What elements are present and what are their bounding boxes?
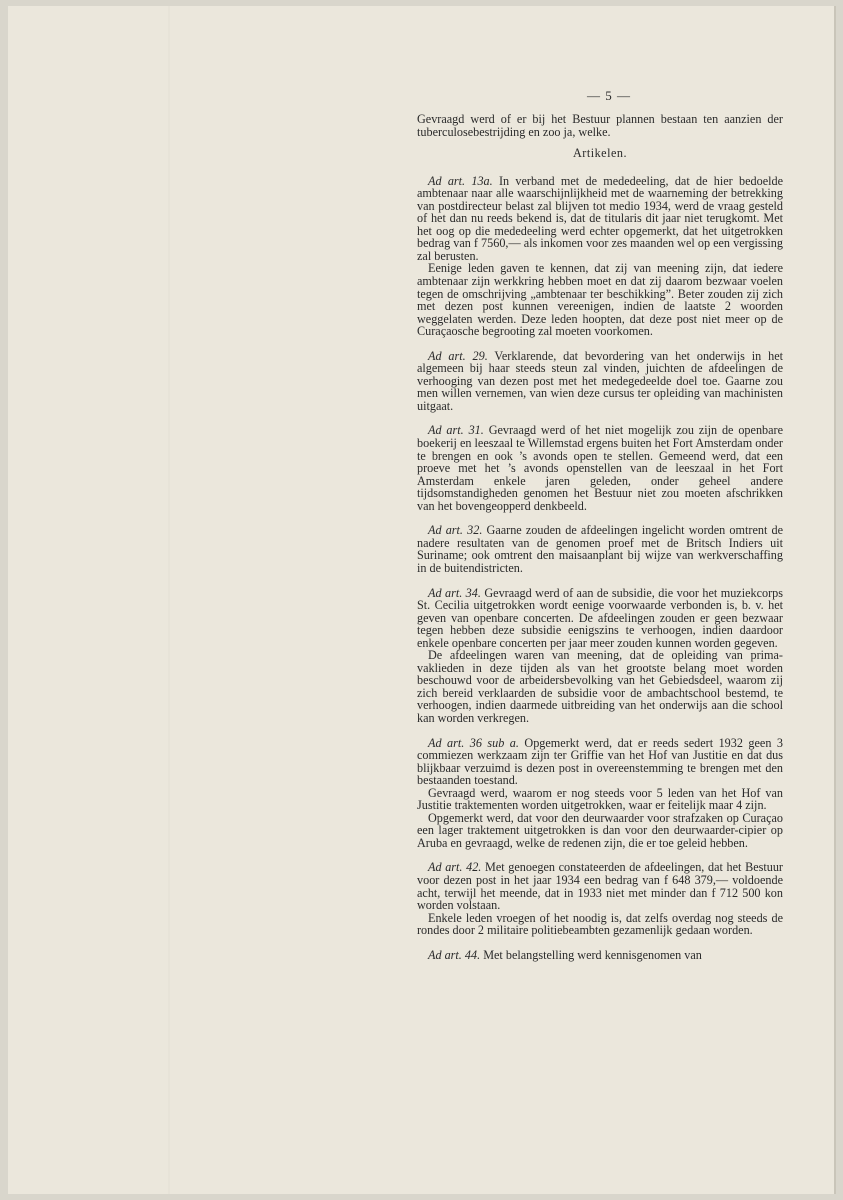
article-text: Opgemerkt werd, dat er reeds sedert 1932 geen 3 commiezen werkzaam zijn ter Griffie van het Hof van Justitie en dat dus blijkbaar verzuimd is dezen post in overeenstemming te brengen met den bestaanden toestand. <box>417 735 783 788</box>
article-34-paragraph-2: De afdeelingen waren van meening, dat de opleiding van prima-vaklieden in deze tijden als van het grootste belang moet worden beschouwd voor de arbeidersbevolking van het Gebiedsdeel, waarom zij zich bereid verklaarden de subsidie voor de ambachtschool bestemd, te verhoogen, indien daarmede uitbreiding van het onderwijs aan die school kan worden verkregen. <box>417 648 783 725</box>
article-34-paragraph-1 <box>417 587 783 650</box>
article-text: Gevraagd werd of aan de subsidie, die voor het muziekcorps St. Cecilia uitgetrokken wordt eenige voorwaarde verbonden is, b. v. het geven van openbare concerten. De afdeelingen zouden er geen bezwaar tegen hebben deze subsidie eenigszins te verhoogen, indien daardoor enkele openbare concerten per jaar meer zouden kunnen worden gegeven. <box>417 585 783 650</box>
article-reference: Ad art. 34. <box>428 585 481 600</box>
article-text: Met belangstelling werd kennisgenomen van <box>480 947 702 962</box>
article-36a-paragraph-1 <box>417 737 783 787</box>
article-text: Verklarende, dat bevordering van het onderwijs in het algemeen bij haar steeds steun zal vinden, juichten de afdeelingen de verhooging van dezen post met het medegedeelde doel toe. Gaarne zou men willen vernemen, van wien deze cursus ter opleiding van machinisten uitgaat. <box>417 348 783 413</box>
article-44-paragraph <box>417 949 783 962</box>
article-reference: Ad art. 36 sub a. <box>428 735 519 750</box>
article-36a-paragraph-2: Gevraagd werd, waarom er nog steeds voor 5 leden van het Hof van Justitie traktementen worden uitgetrokken, waar er feitelijk maar 4 zijn. <box>417 785 783 813</box>
section-heading: Artikelen. <box>572 146 628 161</box>
article-42-paragraph-2: Enkele leden vroegen of het noodig is, dat zelfs overdag nog steeds de rondes door 2 militaire politiebeambten gezamenlijk gedaan worden. <box>417 910 783 938</box>
article-reference: Ad art. 29. <box>428 348 488 363</box>
article-32-paragraph <box>417 524 783 574</box>
article-reference: Ad art. 44. <box>428 947 481 962</box>
page-number: — 5 — <box>587 88 631 103</box>
article-36a-paragraph-3: Opgemerkt werd, dat voor den deurwaarder voor strafzaken op Curaçao een lager traktement uitgetrokken is dan voor den deurwaarder-cipier op Aruba en gevraagd, welke de redenen zijn, die er toe geleid hebben. <box>417 810 783 850</box>
article-42-paragraph-1 <box>417 861 783 911</box>
text-column <box>417 113 783 961</box>
article-13a-paragraph-1 <box>417 175 783 263</box>
article-13a-paragraph-2: Eenige leden gaven te kennen, dat zij van meening zijn, dat iedere ambtenaar zijn werkkring hebben moet en dat zij daarom bezwaar voelen tegen de omschrijving „ambtenaar ter beschikking”. Beter zouden zij zich met dezen post kunnen vereenigen, indien de laatste 2 woorden weggelaten werden. Deze leden hoopten, dat deze post niet meer op de Curaçaosche begrooting zal moeten voorkomen. <box>417 261 783 339</box>
article-29-paragraph <box>417 350 783 413</box>
article-reference: Ad art. 42. <box>428 860 482 875</box>
paper-fold <box>168 6 170 1194</box>
article-text: Met genoegen constateerden de afdeelingen, dat het Bestuur voor dezen post in het jaar 1934 een bedrag van f 648 379,— voldoende acht, terwijl het meende, dat in 1933 niet met minder dan f 712 500 kon worden volstaan. <box>417 860 783 913</box>
article-reference: Ad art. 13a. <box>428 173 493 188</box>
article-text: Gaarne zouden de afdeelingen ingelicht worden omtrent de nadere resultaten van de genomen proef met de Britsch Indiers uit Suriname; ook omtrent den maisaanplant bij wijze van werkverschaffing in de buitendistricten. <box>417 523 784 575</box>
article-reference: Ad art. 31. <box>428 423 484 438</box>
article-text: Gevraagd werd of het niet mogelijk zou zijn de openbare boekerij en leeszaal te Willemstad ergens buiten het Fort Amsterdam onder te brengen en ook ’s avonds open te stellen. Gemeend werd, dat een proeve met het ’s avonds openstellen van de leeszaal in het Fort Amsterdam enkele jaren geleden, onder geheel andere tijdsomstandigheden genomen het Bestuur niet zou moeten afschrikken van het bovengeopperd denkbeeld. <box>417 423 784 513</box>
article-31-paragraph <box>417 424 783 512</box>
article-text: In verband met de mededeeling, dat de hier bedoelde ambtenaar naar alle waarschijnlijkheid met de waarneming der betrekking van postdirecteur belast zal blijven tot medio 1934, werd de vraag gesteld of het dan nu reeds bekend is, dat de titularis dit jaar niet terugkomt. Met het oog op die mededeeling werd echter opgemerkt, dat het uitgetrokken bedrag van f 7560,— als inkomen voor zes maanden wel op een vergissing zal berusten. <box>417 173 783 263</box>
intro-paragraph: Gevraagd werd of er bij het Bestuur plannen bestaan ten aanzien der tuberculosebestrijding en zoo ja, welke. <box>417 112 783 139</box>
article-reference: Ad art. 32. <box>428 523 483 538</box>
